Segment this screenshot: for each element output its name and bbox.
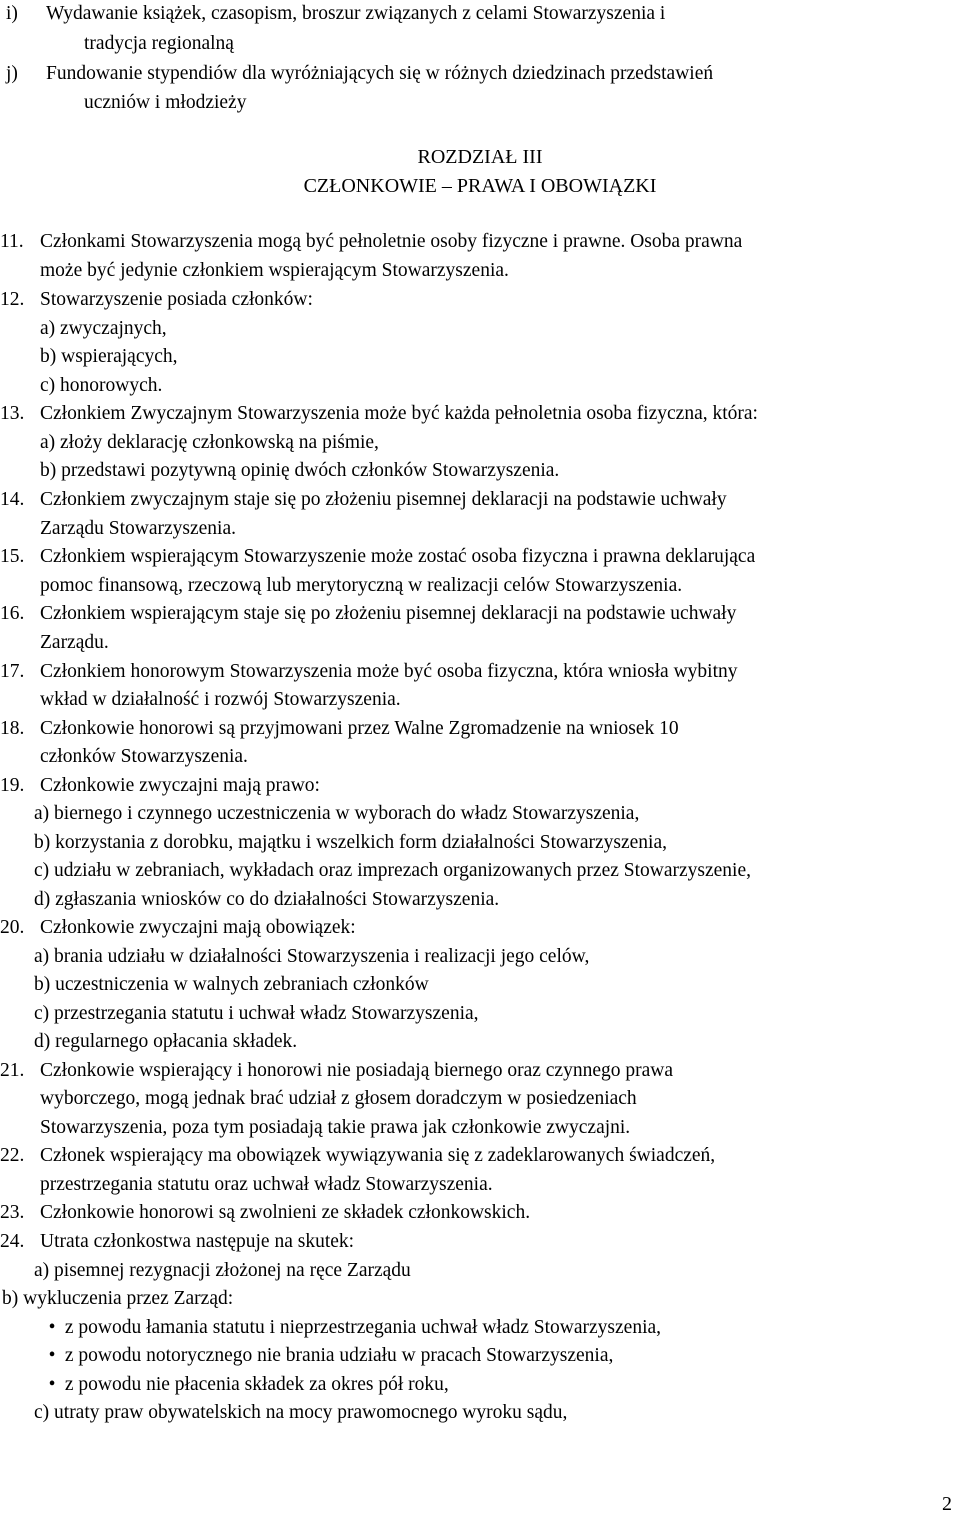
bullet-text: z powodu notorycznego nie brania udziału w pracach Stowarzyszenia, bbox=[64, 1345, 614, 1366]
paragraph-number: 24. bbox=[0, 1231, 25, 1252]
paragraph-number: 13. bbox=[0, 403, 25, 424]
paragraph-19 bbox=[0, 774, 320, 798]
paragraph-18 bbox=[0, 717, 679, 741]
paragraph-text: Członek wspierający ma obowiązek wywiązywania się z zadeklarowanych świadczeń, bbox=[40, 1145, 716, 1166]
sub-item: b) wspierających, bbox=[40, 346, 178, 367]
paragraph-20 bbox=[0, 916, 356, 940]
item-marker: i) bbox=[6, 3, 18, 24]
list-item bbox=[6, 62, 713, 86]
sub-item: a) brania udziału w działalności Stowarzyszenia i realizacji jego celów, bbox=[34, 946, 590, 967]
paragraph-number: 12. bbox=[0, 289, 25, 310]
paragraph-21 bbox=[0, 1059, 673, 1083]
paragraph-23 bbox=[0, 1201, 530, 1225]
bullet-icon: • bbox=[48, 1345, 56, 1366]
paragraph-text-continuation: pomoc finansową, rzeczową lub merytoryczną w realizacji celów Stowarzyszenia. bbox=[40, 575, 683, 596]
paragraph-text-continuation: Stowarzyszenia, poza tym posiadają takie prawa jak członkowie zwyczajni. bbox=[40, 1117, 631, 1138]
item-text-continuation: uczniów i młodzieży bbox=[84, 92, 247, 113]
item-text: Fundowanie stypendiów dla wyróżniających się w różnych dziedzinach przedstawień bbox=[46, 63, 714, 84]
paragraph-text: Członkami Stowarzyszenia mogą być pełnoletnie osoby fizyczne i prawne. Osoba prawna bbox=[40, 231, 743, 252]
paragraph-text-continuation: Zarządu. bbox=[40, 632, 109, 653]
bullet-text: z powodu nie płacenia składek za okres pół roku, bbox=[64, 1374, 449, 1395]
paragraph-number: 22. bbox=[0, 1145, 25, 1166]
paragraph-number: 11. bbox=[0, 231, 24, 252]
bullet-item bbox=[44, 1344, 613, 1368]
paragraph-16 bbox=[0, 602, 736, 626]
bullet-icon: • bbox=[48, 1317, 56, 1338]
paragraph-text-continuation: Zarządu Stowarzyszenia. bbox=[40, 518, 236, 539]
paragraph-number: 18. bbox=[0, 718, 25, 739]
paragraph-text-continuation: może być jedynie członkiem wspierającym Stowarzyszenia. bbox=[40, 260, 509, 281]
chapter-heading: ROZDZIAŁ III bbox=[417, 146, 543, 168]
sub-item: d) regularnego opłacania składek. bbox=[34, 1031, 298, 1052]
item-text-continuation: tradycja regionalną bbox=[84, 33, 234, 54]
paragraph-24 bbox=[0, 1230, 354, 1254]
paragraph-text-continuation: członków Stowarzyszenia. bbox=[40, 746, 248, 767]
paragraph-text-continuation: przestrzegania statutu oraz uchwał władz Stowarzyszenia. bbox=[40, 1174, 493, 1195]
paragraph-number: 23. bbox=[0, 1202, 25, 1223]
paragraph-text: Członkowie honorowi są przyjmowani przez Walne Zgromadzenie na wniosek 10 bbox=[40, 718, 679, 739]
paragraph-text: Członkowie zwyczajni mają obowiązek: bbox=[40, 917, 356, 938]
paragraph-15 bbox=[0, 545, 755, 569]
paragraph-text: Członkiem honorowym Stowarzyszenia może być osoba fizyczna, która wniosła wybitny bbox=[40, 661, 738, 682]
sub-item: a) biernego i czynnego uczestniczenia w wyborach do władz Stowarzyszenia, bbox=[34, 803, 640, 824]
sub-item: c) przestrzegania statutu i uchwał władz Stowarzyszenia, bbox=[34, 1003, 479, 1024]
sub-item: b) wykluczenia przez Zarząd: bbox=[2, 1288, 234, 1309]
paragraph-17 bbox=[0, 660, 738, 684]
paragraph-14 bbox=[0, 488, 727, 512]
sub-item: d) zgłaszania wniosków co do działalności Stowarzyszenia. bbox=[34, 889, 500, 910]
sub-item: c) utraty praw obywatelskich na mocy prawomocnego wyroku sądu, bbox=[34, 1402, 568, 1423]
item-text: Wydawanie książek, czasopism, broszur związanych z celami Stowarzyszenia i bbox=[46, 3, 666, 24]
sub-item: a) pisemnej rezygnacji złożonej na ręce Zarządu bbox=[34, 1260, 411, 1281]
paragraph-number: 17. bbox=[0, 661, 25, 682]
paragraph-text: Stowarzyszenie posiada członków: bbox=[40, 289, 313, 310]
paragraph-11 bbox=[0, 230, 742, 254]
sub-item: b) przedstawi pozytywną opinię dwóch członków Stowarzyszenia. bbox=[40, 460, 560, 481]
paragraph-13 bbox=[0, 402, 758, 426]
bullet-item bbox=[44, 1316, 661, 1340]
paragraph-text: Członkowie wspierający i honorowi nie posiadają biernego oraz czynnego prawa bbox=[40, 1060, 673, 1081]
bullet-item bbox=[44, 1373, 449, 1397]
bullet-text: z powodu łamania statutu i nieprzestrzegania uchwał władz Stowarzyszenia, bbox=[64, 1317, 662, 1338]
paragraph-text: Członkowie honorowi są zwolnieni ze składek członkowskich. bbox=[40, 1202, 531, 1223]
paragraph-text: Członkowie zwyczajni mają prawo: bbox=[40, 775, 320, 796]
sub-item: a) zwyczajnych, bbox=[40, 318, 167, 339]
item-marker: j) bbox=[6, 63, 18, 84]
list-item bbox=[6, 2, 665, 26]
paragraph-number: 14. bbox=[0, 489, 25, 510]
paragraph-text: Członkiem wspierającym Stowarzyszenie może zostać osoba fizyczna i prawna deklarująca bbox=[40, 546, 756, 567]
sub-item: c) honorowych. bbox=[40, 375, 163, 396]
chapter-title: CZŁONKOWIE – PRAWA I OBOWIĄZKI bbox=[303, 175, 657, 197]
sub-item: b) korzystania z dorobku, majątku i wszelkich form działalności Stowarzyszenia, bbox=[34, 832, 668, 853]
paragraph-text: Członkiem Zwyczajnym Stowarzyszenia może być każda pełnoletnia osoba fizyczna, która: bbox=[40, 403, 758, 424]
paragraph-text-continuation: wkład w działalność i rozwój Stowarzyszenia. bbox=[40, 689, 401, 710]
paragraph-number: 16. bbox=[0, 603, 25, 624]
paragraph-number: 20. bbox=[0, 917, 25, 938]
paragraph-number: 21. bbox=[0, 1060, 25, 1081]
paragraph-text: Członkiem zwyczajnym staje się po złożeniu pisemnej deklaracji na podstawie uchwały bbox=[40, 489, 727, 510]
sub-item: b) uczestniczenia w walnych zebraniach członków bbox=[34, 974, 429, 995]
paragraph-text: Członkiem wspierającym staje się po złożeniu pisemnej deklaracji na podstawie uchwały bbox=[40, 603, 737, 624]
paragraph-text: Utrata członkostwa następuje na skutek: bbox=[40, 1231, 355, 1252]
sub-item: c) udziału w zebraniach, wykładach oraz imprezach organizowanych przez Stowarzyszenie, bbox=[34, 860, 751, 881]
paragraph-number: 15. bbox=[0, 546, 25, 567]
paragraph-number: 19. bbox=[0, 775, 25, 796]
paragraph-22 bbox=[0, 1144, 715, 1168]
paragraph-12 bbox=[0, 288, 313, 312]
sub-item: a) złoży deklarację członkowską na piśmie, bbox=[40, 432, 379, 453]
page-number: 2 bbox=[942, 1493, 952, 1515]
paragraph-text-continuation: wyborczego, mogą jednak brać udział z głosem doradczym w posiedzeniach bbox=[40, 1088, 637, 1109]
bullet-icon: • bbox=[48, 1374, 56, 1395]
